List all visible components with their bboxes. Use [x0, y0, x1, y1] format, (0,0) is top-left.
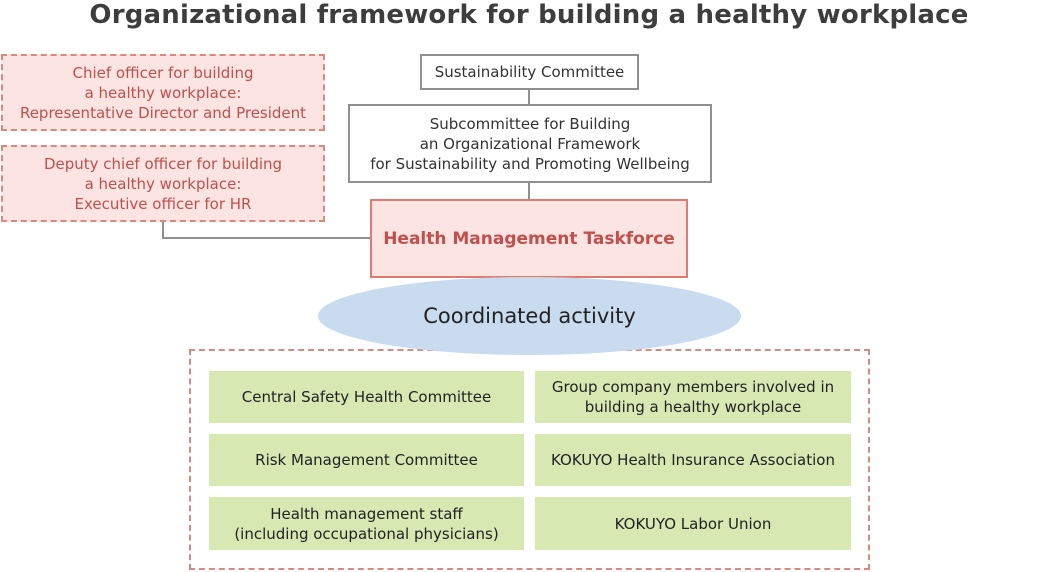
chief-officer-box	[1, 54, 325, 131]
member-line: Group company members involved in	[551, 378, 835, 396]
subcommittee-line: an Organizational Framework	[419, 134, 641, 153]
member-line: building a healthy workplace	[584, 398, 802, 416]
member-line: KOKUYO Health Insurance Association	[551, 451, 835, 469]
sustainability-committee-box	[420, 54, 639, 90]
connector-line	[528, 183, 530, 199]
connector-line	[162, 237, 370, 239]
coordinated-activity-ellipse	[318, 277, 741, 355]
member-line: Health management staff	[270, 504, 463, 523]
member-box	[209, 497, 524, 550]
coordinated-activity-label: Coordinated activity	[423, 304, 636, 328]
member-line: Central Safety Health Committee	[241, 388, 492, 406]
member-line: KOKUYO Labor Union	[614, 514, 772, 533]
chief-officer-line: Representative Director and President	[19, 103, 307, 122]
subcommittee-box	[348, 104, 712, 183]
sustainability-committee-label: Sustainability Committee	[434, 63, 625, 81]
chief-officer-line: a healthy workplace:	[84, 83, 242, 102]
member-box	[535, 371, 851, 423]
member-line: Risk Management Committee	[255, 451, 478, 469]
member-box	[209, 434, 524, 486]
member-box	[535, 497, 851, 550]
deputy-officer-line: a healthy workplace:	[84, 174, 242, 193]
deputy-officer-box	[1, 145, 325, 222]
subcommittee-line: Subcommittee for Building	[429, 114, 631, 133]
subcommittee-line: for Sustainability and Promoting Wellbeing	[370, 154, 690, 173]
diagram-title: Organizational framework for building a healthy workplace	[89, 0, 969, 30]
member-box	[535, 434, 851, 486]
taskforce-label: Health Management Taskforce	[383, 228, 675, 249]
deputy-officer-line: Deputy chief officer for building	[43, 154, 283, 173]
chief-officer-line: Chief officer for building	[72, 63, 254, 82]
deputy-officer-line: Executive officer for HR	[74, 194, 252, 213]
member-box	[209, 371, 524, 423]
taskforce-box	[370, 199, 688, 278]
connector-line	[528, 90, 530, 104]
member-line: (including occupational physicians)	[234, 524, 499, 543]
